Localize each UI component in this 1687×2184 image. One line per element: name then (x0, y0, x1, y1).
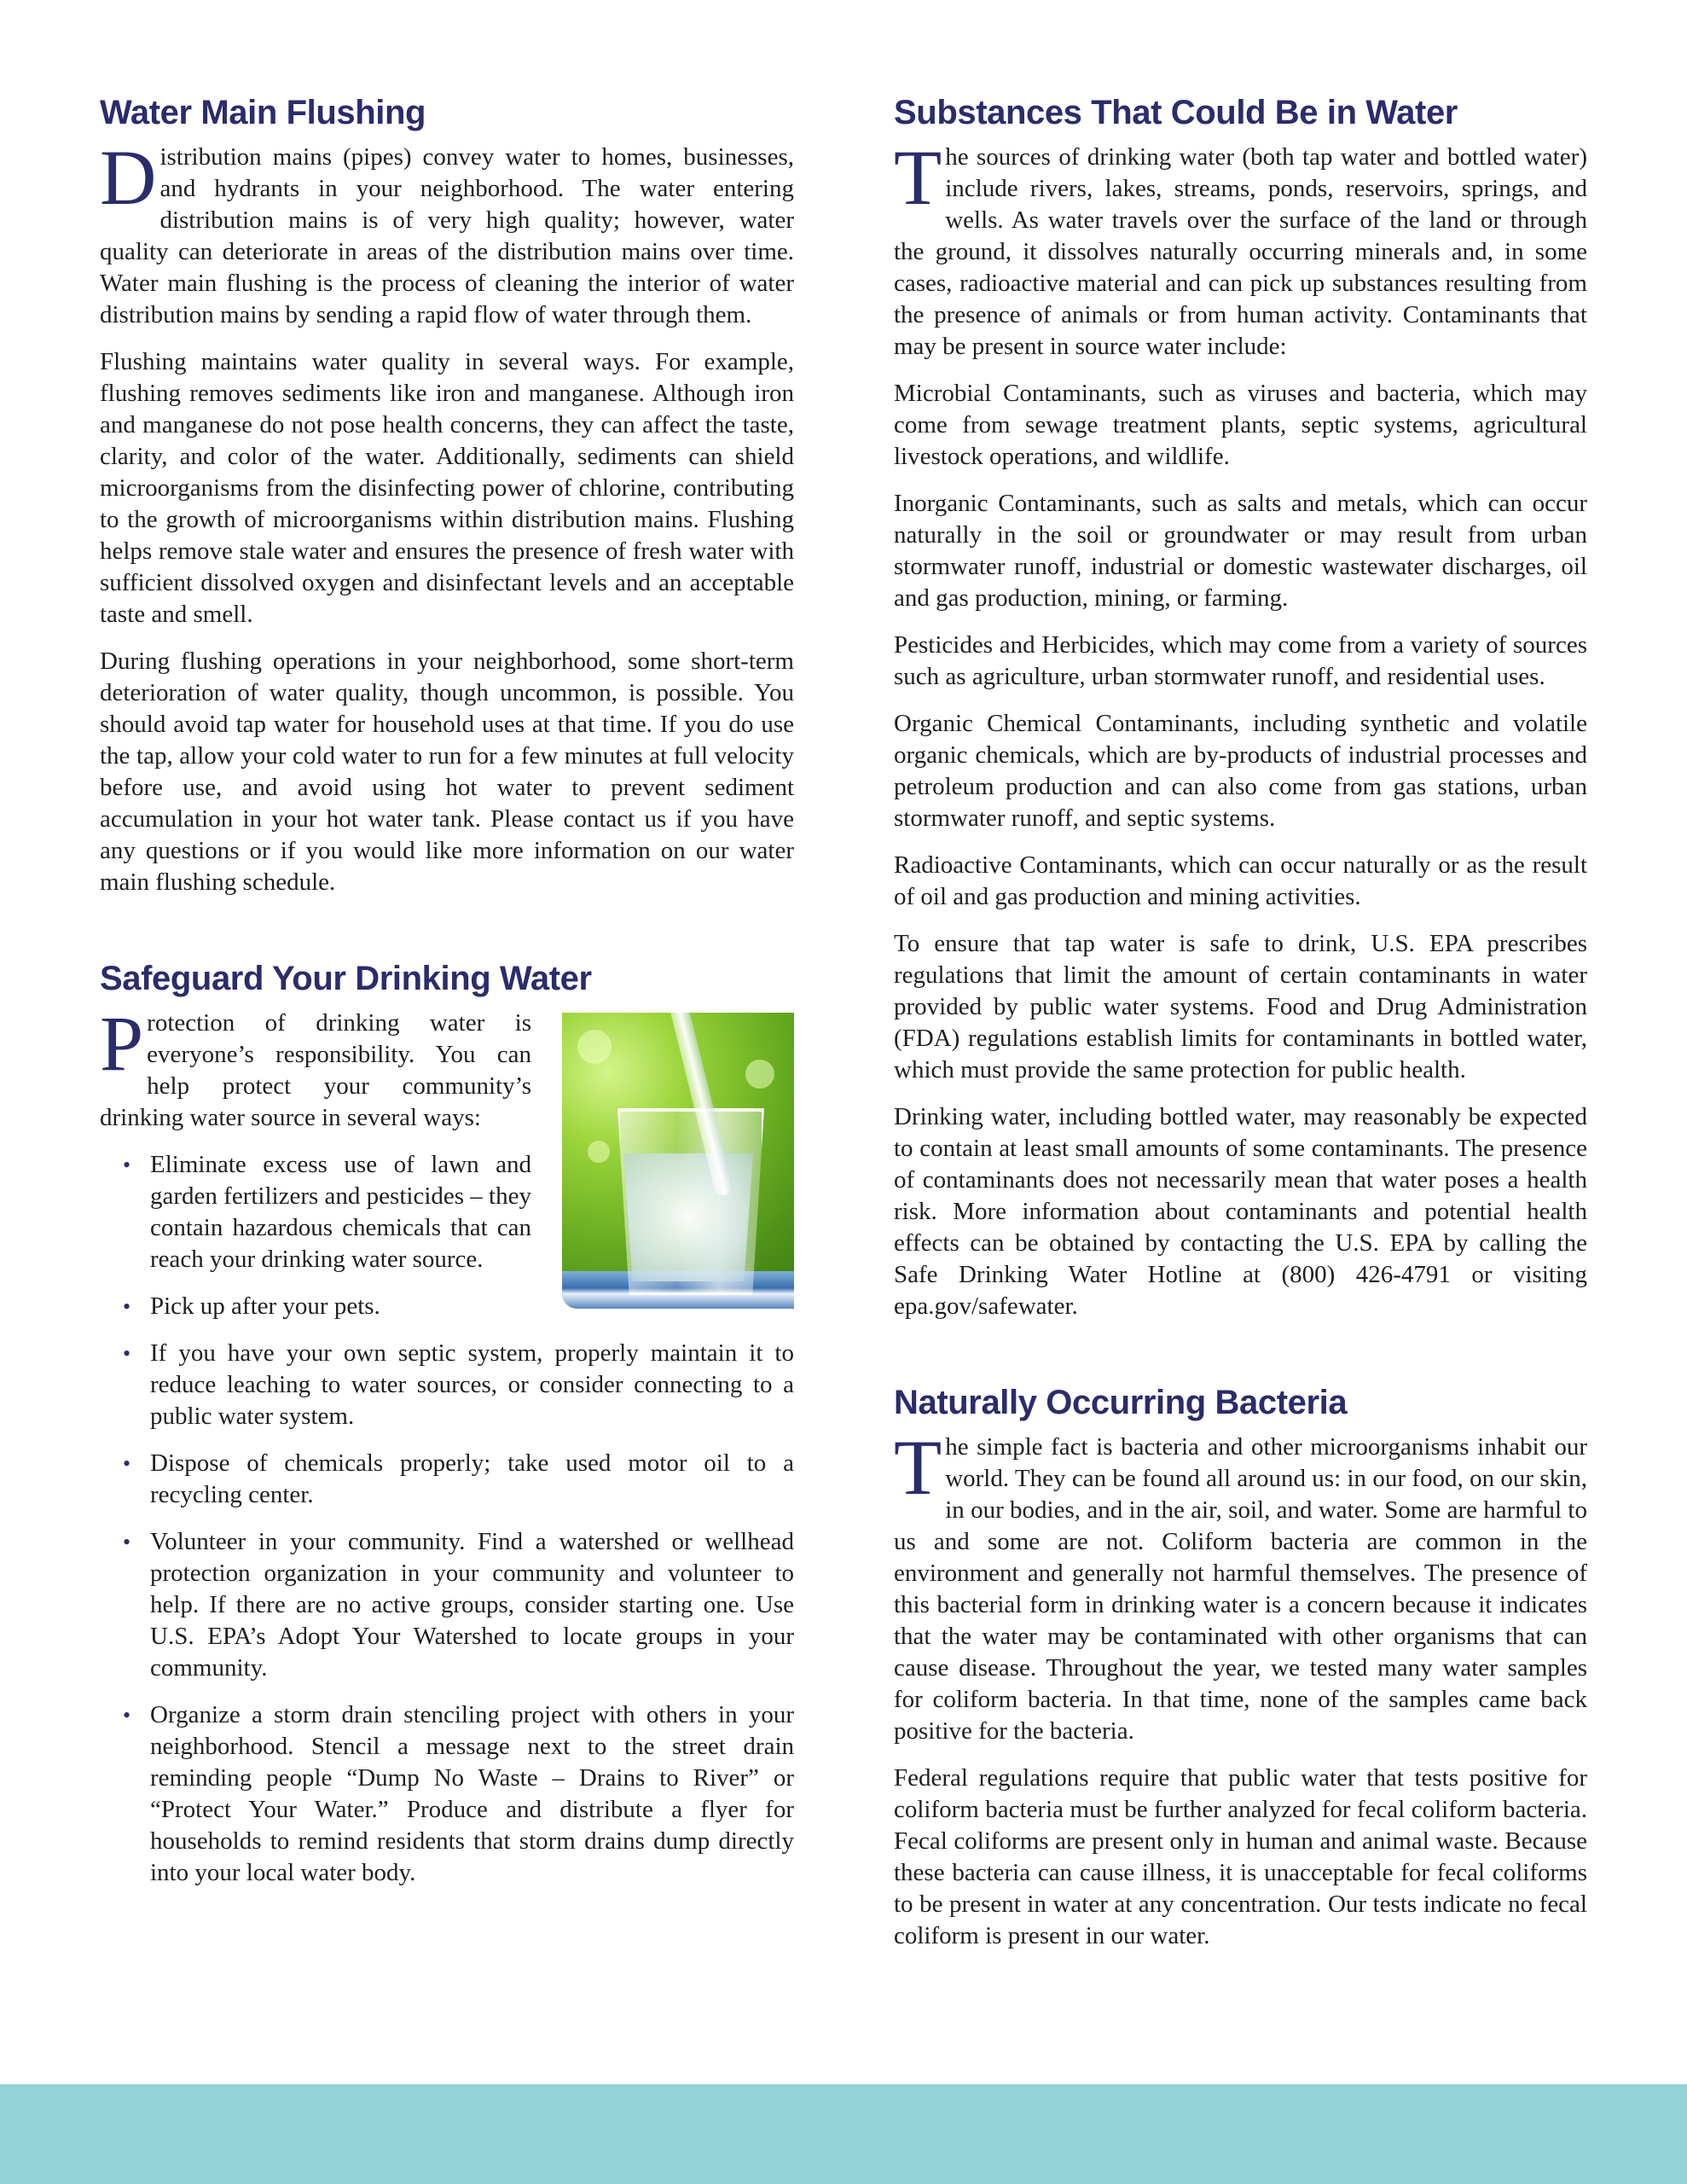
dropcap-t: T (894, 1424, 942, 1511)
bullet-icon: • (123, 1530, 131, 1554)
section-safeguard (100, 958, 794, 1889)
list-item-text: Eliminate excess use of lawn and garden fertilizers and pesticides – they contain hazardous chemicals that can reach your drinking water source. (150, 1151, 531, 1273)
substances-microbial: Microbial Contaminants, such as viruses and bacteria, which may come from sewage treatment plants, septic systems, agricultural livestock operations, and wildlife. (894, 380, 1587, 470)
flushing-paragraph-3: During flushing operations in your neighborhood, some short-term deterioration of water quality, though uncommon, is possible. You should avoid tap water for household uses at that time. If you do use the tap, allow your cold water to run for a few minutes at full velocity before use, and avoid using hot water to prevent sediment accumulation in your hot water tank. Please contact us if you have any questions or if you would like more information on our water main flushing schedule. (100, 648, 794, 896)
flushing-paragraph-1 (100, 134, 794, 331)
section-substances (894, 92, 1587, 1322)
list-item (100, 1699, 794, 1889)
flushing-paragraph-2: Flushing maintains water quality in several ways. For example, flushing removes sediments like iron and manganese. Although iron and manganese do not pose health concerns, they can affect the taste, clarity, and color of the water. Additionally, sediments can shield microorganisms from the disinfecting power of chlorine, contributing to the growth of microorganisms within distribution mains. Flushing helps remove stale water and ensures the presence of fresh water with sufficient dissolved oxygen and disinfectant levels and an acceptable taste and smell. (100, 348, 794, 628)
substances-epa-regulations: To ensure that tap water is safe to drink, U.S. EPA prescribes regulations that limit the amount of certain contaminants in water provided by public water systems. Food and Drug Administration (FDA) regulations establish limits for contaminants in bottled water, which must provide the same protection for public health. (894, 930, 1587, 1083)
flushing-paragraph-1-text: istribution mains (pipes) convey water to homes, businesses, and hydrants in your neighborhood. The water entering distribution mains is of very high quality; however, water quality can deteriorate in areas of the distribution mains over time. Water main flushing is the process of cleaning the interior of water distribution mains by sending a rapid flow of water through them. (100, 143, 794, 328)
bullet-icon: • (123, 1153, 131, 1177)
bullet-icon: • (123, 1703, 131, 1728)
bacteria-paragraph-2: Federal regulations require that public water that tests positive for coliform bacteria must be further analyzed for fecal coliform bacteria. Fecal coliforms are present only in human and animal waste. Because these bacteria can cause illness, it is unacceptable for fecal coliforms to be present in water at any concentration. Our tests indicate no fecal coliform is present in our water. (894, 1764, 1587, 1949)
photo-bokeh (745, 1060, 774, 1089)
substances-organic: Organic Chemical Contaminants, including synthetic and volatile organic chemicals, which are by-products of industrial processes and petroleum production and can also come from gas stations, urban stormwater runoff, and septic systems. (894, 710, 1587, 832)
section-water-main-flushing (100, 92, 794, 898)
heading-water-main-flushing: Water Main Flushing (100, 94, 426, 131)
list-item (100, 1149, 794, 1275)
bullet-icon: • (123, 1294, 131, 1319)
dropcap-t: T (894, 134, 942, 221)
bacteria-paragraph-1-text: he simple fact is bacteria and other microorganisms inhabit our world. They can be found all around us: in our food, on our skin, in our bodies, and in the air, soil, and water. Some are harmful to us and some are not. Coliform bacteria are common in the environment and generally not harmful themselves. The presence of this bacterial form in drinking water is a concern because it indicates that the water may be contaminated with other organisms that can cause disease. Throughout the year, we tested many water samples for coliform bacteria. In that time, none of the samples came back positive for the bacteria. (894, 1433, 1587, 1745)
heading-substances: Substances That Could Be in Water (894, 94, 1458, 131)
right-column (894, 92, 1587, 1967)
substances-inorganic: Inorganic Contaminants, such as salts and metals, which can occur naturally in the soil or groundwater or may result from urban stormwater runoff, industrial or domestic wastewater discharges, oil and gas production, mining, or farming. (894, 490, 1587, 612)
section-bacteria (894, 1382, 1587, 1952)
bullet-icon: • (123, 1451, 131, 1476)
heading-safeguard: Safeguard Your Drinking Water (100, 960, 592, 997)
substances-hotline: Drinking water, including bottled water, may reasonably be expected to contain at least small amounts of some contaminants. The presence of contaminants does not necessarily mean that water poses a health risk. More information about contaminants and potential health effects can be obtained by contacting the U.S. EPA by calling the Safe Drinking Water Hotline at (800) 426-4791 or visiting epa.gov/safewater. (894, 1103, 1587, 1320)
heading-bacteria: Naturally Occurring Bacteria (894, 1384, 1348, 1421)
substances-radioactive: Radioactive Contaminants, which can occur naturally or as the result of oil and gas production and mining activities. (894, 851, 1587, 910)
safeguard-intro-text: rotection of drinking water is everyone’s responsibility. You can help protect your community’s drinking water source in several ways: (100, 1009, 531, 1131)
list-item-text: Dispose of chemicals properly; take used motor oil to a recycling center. (150, 1449, 794, 1508)
list-item-text: Organize a storm drain stenciling project with others in your neighborhood. Stencil a message next to the street drain reminding people “Dump No Waste – Drains to River” or “Protect Your Water.” Produce and distribute a flyer for households to remind residents that storm drains dump directly into your local water body. (150, 1701, 794, 1886)
dropcap-p: P (100, 1000, 144, 1087)
safeguard-bullet-list (100, 1149, 794, 1889)
list-item (100, 1291, 794, 1322)
substances-paragraph-1-text: he sources of drinking water (both tap water and bottled water) include rivers, lakes, streams, ponds, reservoirs, springs, and wells. As water travels over the surface of the land or through the ground, it dissolves naturally occurring minerals and, in some cases, radioactive material and can pick up substances resulting from the presence of animals or from human activity. Contaminants that may be present in source water include: (894, 143, 1587, 360)
list-item (100, 1448, 794, 1511)
dropcap-d: D (100, 134, 157, 221)
section-spacer (894, 1338, 1587, 1382)
bacteria-paragraph-1 (894, 1424, 1587, 1747)
substances-pesticides: Pesticides and Herbicides, which may come from a variety of sources such as agriculture, urban stormwater runoff, and residential uses. (894, 631, 1587, 690)
list-item-text: Pick up after your pets. (150, 1292, 380, 1320)
left-column (100, 92, 794, 1904)
section-spacer (100, 914, 794, 958)
photo-bokeh (577, 1030, 612, 1064)
list-item (100, 1338, 794, 1432)
footer-band (0, 2084, 1687, 2184)
list-item (100, 1526, 794, 1684)
list-item-text: Volunteer in your community. Find a watershed or wellhead protection organization in your community and volunteer to help. If there are no active groups, consider starting one. Use U.S. EPA’s Adopt Your Watershed to locate groups in your community. (150, 1528, 794, 1682)
list-item-text: If you have your own septic system, properly maintain it to reduce leaching to water sources, or consider connecting to a public water system. (150, 1339, 794, 1430)
substances-paragraph-1 (894, 134, 1587, 363)
bullet-icon: • (123, 1341, 131, 1366)
